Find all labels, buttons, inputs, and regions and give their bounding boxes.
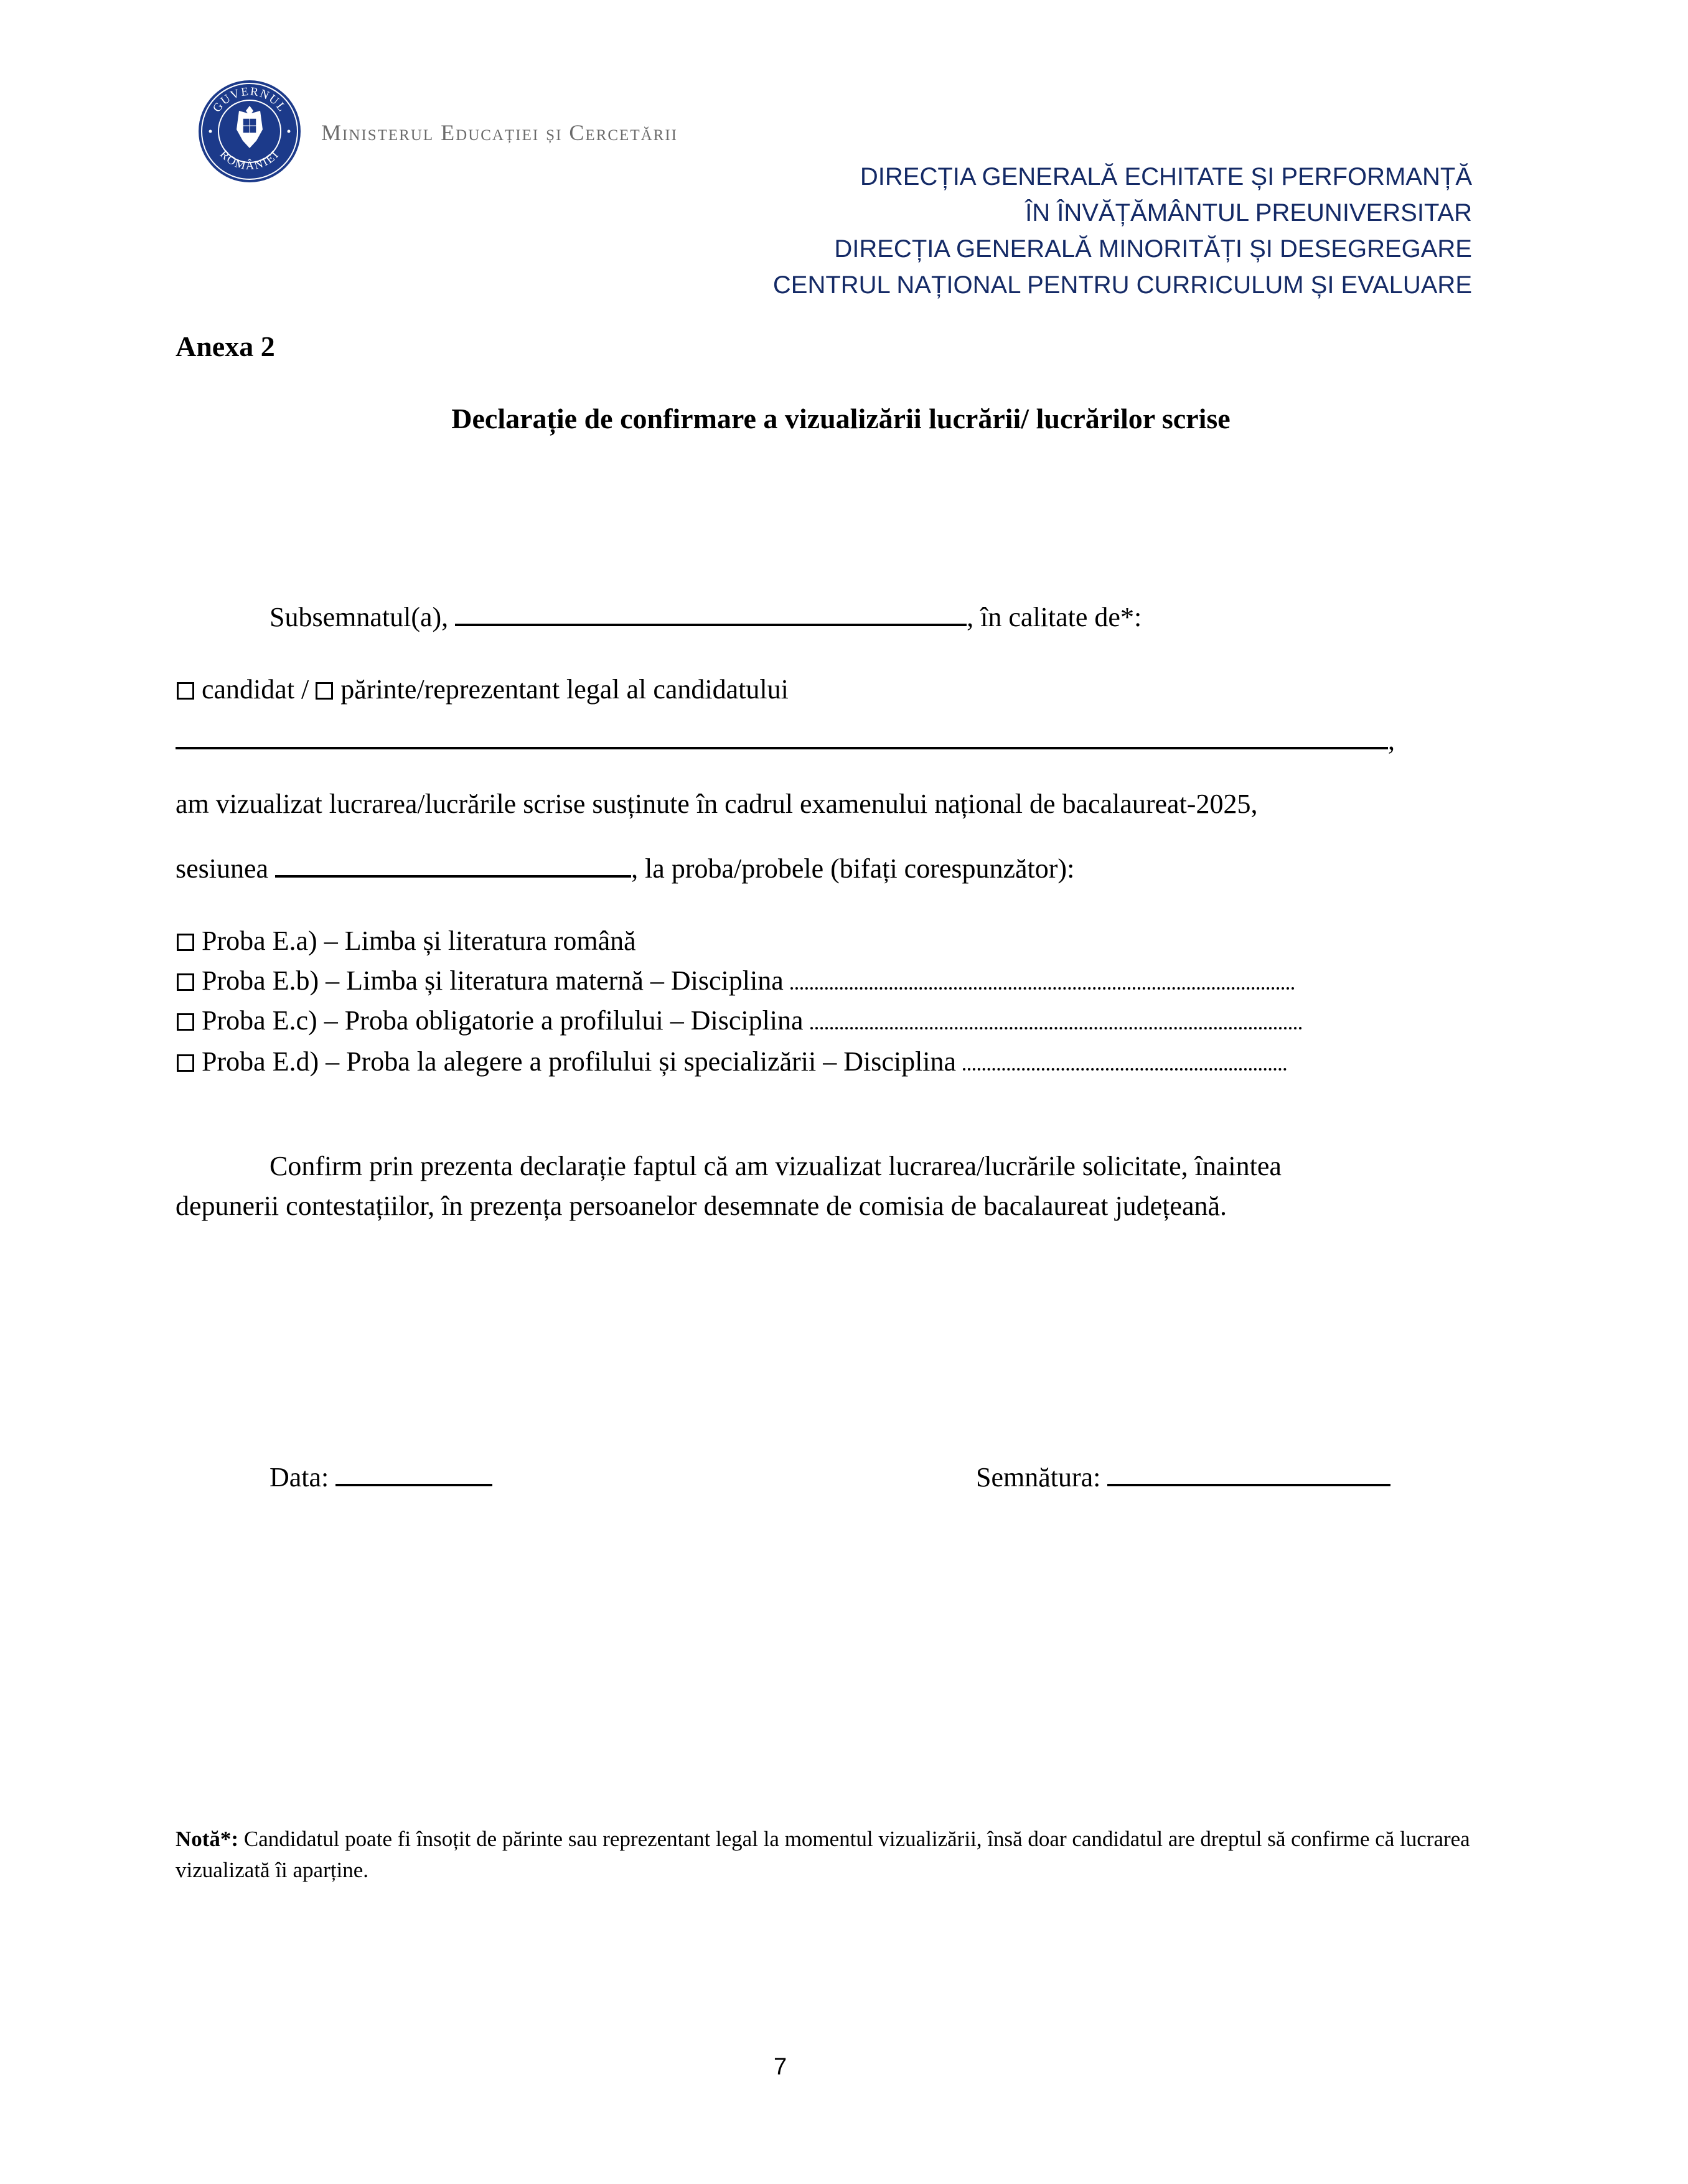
signature-row bbox=[976, 1464, 1390, 1491]
title-text: Declarație de confirmare a vizualizării lucrării/ lucrărilor scrise bbox=[451, 403, 1231, 434]
directorates-header bbox=[773, 159, 1472, 303]
svg-text:GUVERNUL: GUVERNUL bbox=[210, 85, 289, 115]
probe-item-ea bbox=[177, 927, 636, 955]
signature-label: Semnătura: bbox=[976, 1462, 1108, 1493]
candidat-label: candidat / bbox=[202, 674, 316, 705]
confirm-line-2: depunerii contestațiilor, în prezența persoanelor desemnate de comisia de bacalaureat județeană. bbox=[176, 1191, 1227, 1221]
viewed-statement: am vizualizat lucrarea/lucrările scrise susținute în cadrul examenului național de bacalaureat-2025, bbox=[176, 789, 1258, 819]
date-row bbox=[270, 1464, 492, 1491]
probe-ea-checkbox[interactable] bbox=[177, 934, 194, 951]
probe-label: Proba E.b) – Limba și literatura maternă – Disciplina bbox=[202, 965, 790, 996]
candidate-name-row bbox=[176, 727, 1395, 754]
comma: , bbox=[1388, 725, 1395, 756]
name-field[interactable] bbox=[455, 621, 967, 626]
svg-text:ROMÂNIEI: ROMÂNIEI bbox=[217, 148, 283, 173]
ministry-name: Ministerul Educației și Cercetării bbox=[321, 120, 678, 145]
header-line: DIRECȚIA GENERALĂ MINORITĂȚI ȘI DESEGREGARE bbox=[834, 235, 1472, 263]
note-text: Candidatul poate fi însoțit de părinte sau reprezentant legal la momentul vizualizării, însă doar candidatul are dreptul să confirme că lucrarea vizualizată îi aparține. bbox=[176, 1827, 1470, 1882]
subsemnatul-row bbox=[270, 604, 1142, 631]
note-label: Notă*: bbox=[176, 1827, 239, 1851]
probe-label: Proba E.c) – Proba obligatorie a profilului – Disciplina bbox=[202, 1005, 810, 1036]
page-title bbox=[0, 402, 1688, 435]
discipline-ec-field[interactable] bbox=[810, 1024, 1302, 1029]
session-suffix: , la proba/probele (bifați corespunzător): bbox=[631, 853, 1075, 884]
page-number: 7 bbox=[774, 2054, 787, 2080]
header-line: CENTRUL NAȚIONAL PENTRU CURRICULUM ȘI EVALUARE bbox=[772, 271, 1472, 299]
confirm-line-1: Confirm prin prezenta declarație faptul că am vizualizat lucrarea/lucrările solicitate, înaintea bbox=[270, 1151, 1282, 1181]
probe-ed-checkbox[interactable] bbox=[177, 1054, 194, 1072]
role-row bbox=[177, 676, 789, 703]
date-field[interactable] bbox=[335, 1481, 492, 1486]
annex-label: Anexa 2 bbox=[176, 330, 275, 362]
session-label: sesiunea bbox=[176, 853, 276, 884]
probe-label: Proba E.d) – Proba la alegere a profilului și specializării – Disciplina bbox=[202, 1046, 964, 1077]
probe-ec-checkbox[interactable] bbox=[177, 1013, 194, 1031]
romanian-government-seal-icon bbox=[198, 80, 301, 183]
session-row bbox=[176, 855, 1074, 883]
footnote bbox=[176, 1824, 1470, 1886]
date-label: Data: bbox=[270, 1462, 336, 1493]
probe-label: Proba E.a) – Limba și literatura română bbox=[202, 926, 636, 956]
candidat-checkbox[interactable] bbox=[177, 682, 194, 700]
probe-eb-checkbox[interactable] bbox=[177, 973, 194, 991]
parinte-label: părinte/reprezentant legal al candidatului bbox=[340, 674, 789, 705]
subsemnatul-label: Subsemnatul(a), bbox=[270, 602, 456, 632]
probe-item-ed bbox=[177, 1048, 1287, 1076]
government-logo bbox=[198, 80, 301, 183]
header-line: DIRECȚIA GENERALĂ ECHITATE ȘI PERFORMANȚĂ bbox=[860, 163, 1472, 190]
probe-item-eb bbox=[177, 967, 1295, 995]
parinte-checkbox[interactable] bbox=[316, 682, 333, 700]
probe-item-ec bbox=[177, 1007, 1302, 1034]
header-line: ÎN ÎNVĂȚĂMÂNTUL PREUNIVERSITAR bbox=[1025, 199, 1472, 227]
discipline-ed-field[interactable] bbox=[963, 1066, 1287, 1071]
role-prompt: , în calitate de*: bbox=[967, 602, 1142, 632]
session-field[interactable] bbox=[275, 873, 631, 878]
candidate-name-field[interactable] bbox=[176, 744, 1388, 749]
discipline-eb-field[interactable] bbox=[790, 985, 1295, 990]
signature-field[interactable] bbox=[1107, 1481, 1390, 1486]
